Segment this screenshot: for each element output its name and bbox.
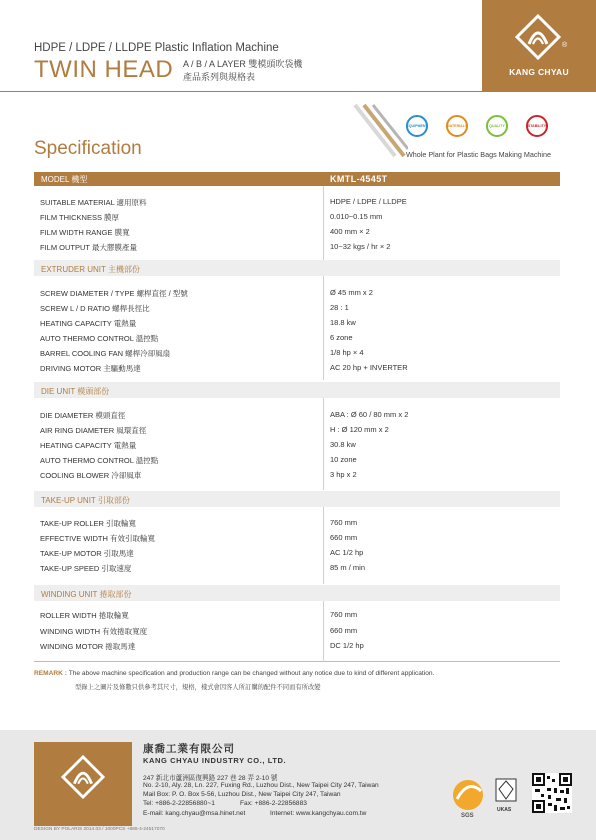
model-label: MODEL 機型 bbox=[41, 175, 88, 184]
fax: Fax: +886-2-22856883 bbox=[240, 800, 307, 807]
table-row-label: FILM WIDTH RANGE 膜寬 bbox=[40, 228, 130, 237]
kang-chyau-logo-icon bbox=[61, 755, 105, 799]
remark-text: The above machine specification and production range can be changed without any notice due to kind of different application. bbox=[68, 670, 435, 677]
table-row-label: SUITABLE MATERIAL 適用原料 bbox=[40, 198, 147, 207]
spec-table bbox=[34, 172, 560, 662]
mailbox: Mail Box: P. O. Box 5-56, Luzhou Dist., New Taipei City 247, Taiwan bbox=[143, 791, 341, 798]
registered-mark: ® bbox=[562, 42, 568, 49]
table-row-value: 400 mm × 2 bbox=[330, 227, 370, 236]
sgs-cert-icon bbox=[451, 773, 521, 821]
remark bbox=[34, 670, 434, 677]
table-row-value: 10~32 kgs / hr × 2 bbox=[330, 242, 391, 251]
table-row-value: AC 1/2 hp bbox=[330, 548, 364, 557]
section-title: TAKE-UP UNIT 引取部份 bbox=[41, 496, 130, 505]
table-row-value: H : Ø 120 mm x 2 bbox=[330, 425, 389, 434]
sgs-label: SGS bbox=[461, 813, 474, 819]
table-row-label: TAKE-UP MOTOR 引取馬達 bbox=[40, 549, 134, 558]
section-title: EXTRUDER UNIT 主機部份 bbox=[41, 265, 140, 274]
model-value: KMTL-4545T bbox=[330, 173, 388, 184]
badge-quality bbox=[486, 115, 508, 137]
company-name-zh: 康喬工業有限公司 bbox=[143, 743, 235, 755]
table-row-label: AUTO THERMO CONTROL 溫控點 bbox=[40, 334, 159, 343]
table-row-value: Ø 45 mm x 2 bbox=[330, 288, 373, 297]
table-row-label: WINDING MOTOR 捲取馬達 bbox=[40, 642, 136, 651]
qr-code-icon[interactable] bbox=[532, 773, 572, 813]
table-row-label: ROLLER WIDTH 捲取輪寬 bbox=[40, 611, 129, 620]
table-row-value: 660 mm bbox=[330, 533, 358, 542]
table-row-label: WINDING WIDTH 有效捲取寬度 bbox=[40, 627, 148, 636]
brand-name: KANG CHYAU bbox=[509, 67, 569, 77]
table-row-value: 28 : 1 bbox=[330, 303, 349, 312]
header-title: TWIN HEAD bbox=[34, 56, 174, 83]
table-row-label: AIR RING DIAMETER 風環直徑 bbox=[40, 426, 147, 435]
badge-label: STABILITY bbox=[527, 124, 547, 128]
table-row-value: 660 mm bbox=[330, 626, 358, 635]
tel: Tel: +886-2-22856880~1 bbox=[143, 800, 215, 807]
kang-chyau-logo-icon bbox=[515, 14, 561, 60]
section-title: DIE UNIT 模頭部份 bbox=[41, 387, 110, 396]
table-row-label: TAKE-UP SPEED 引取速度 bbox=[40, 564, 132, 573]
design-credit: DESIGN BY POLARIS 2014.03 / 1000PCS +886-4-24517070 bbox=[34, 827, 165, 832]
remark-label: REMARK : bbox=[34, 670, 67, 677]
table-row-value: 85 m / min bbox=[330, 563, 366, 572]
table-row-value: 6 zone bbox=[330, 333, 353, 342]
table-row-label: DIE DIAMETER 模頭直徑 bbox=[40, 411, 126, 420]
table-row-value: 0.010~0.15 mm bbox=[330, 212, 383, 221]
badge-label: EQUIPMENT bbox=[406, 124, 428, 128]
spec-title: Specification bbox=[34, 138, 142, 159]
badge-materials bbox=[446, 115, 468, 137]
table-row-label: AUTO THERMO CONTROL 溫控點 bbox=[40, 456, 159, 465]
address-zh: 247 新北市蘆洲區復興路 227 巷 28 弄 2-10 號 bbox=[143, 775, 278, 782]
feature-badges bbox=[406, 115, 552, 139]
footer-logo bbox=[34, 742, 132, 826]
table-header-row bbox=[34, 172, 560, 186]
column-divider bbox=[323, 507, 324, 584]
table-row-value: 760 mm bbox=[330, 518, 358, 527]
column-divider bbox=[323, 398, 324, 490]
table-row-value: DC 1/2 hp bbox=[330, 641, 364, 650]
ukas-label: UKAS bbox=[497, 807, 512, 813]
website-link[interactable]: Internet: www.kangchyau.com.tw bbox=[270, 810, 367, 817]
table-row-value: 30.8 kw bbox=[330, 440, 356, 449]
table-row-label: FILM THICKNESS 膜厚 bbox=[40, 213, 120, 222]
table-row-label: DRIVING MOTOR 主驅動馬達 bbox=[40, 364, 141, 373]
table-row-label: FILM OUTPUT 最大膠膜產量 bbox=[40, 243, 137, 252]
badge-label: MATERIALS bbox=[446, 124, 468, 128]
table-row-label: SCREW L / D RATIO 螺桿長徑比 bbox=[40, 304, 150, 313]
column-divider bbox=[323, 601, 324, 662]
table-row-value: 760 mm bbox=[330, 610, 358, 619]
table-row-label: COOLING BLOWER 冷卻風車 bbox=[40, 471, 142, 480]
table-row-value: HDPE / LDPE / LLDPE bbox=[330, 197, 407, 206]
table-row-label: HEATING CAPACITY 電熱量 bbox=[40, 319, 137, 328]
certification-logos bbox=[451, 773, 521, 821]
section-winding bbox=[34, 585, 560, 601]
table-row-label: EFFECTIVE WIDTH 有效引取輪寬 bbox=[40, 534, 155, 543]
section-extruder bbox=[34, 260, 560, 276]
badge-equipment bbox=[406, 115, 428, 137]
header-layer: A / B / A LAYER 雙模頭吹袋機 bbox=[183, 59, 303, 69]
badge-label: QUALITY bbox=[489, 124, 505, 128]
section-die bbox=[34, 382, 560, 398]
column-divider bbox=[323, 276, 324, 380]
table-row-value: 1/8 hp × 4 bbox=[330, 348, 364, 357]
table-row-value: 18.8 kw bbox=[330, 318, 356, 327]
section-title: WINDING UNIT 捲取部份 bbox=[41, 590, 132, 599]
column-divider bbox=[323, 186, 324, 260]
table-row-value: AC 20 hp + INVERTER bbox=[330, 363, 408, 372]
header-divider bbox=[0, 91, 482, 92]
table-row-label: TAKE-UP ROLLER 引取輪寬 bbox=[40, 519, 136, 528]
company-name-en: KANG CHYAU INDUSTRY CO., LTD. bbox=[143, 756, 287, 765]
brand-logo-block bbox=[482, 0, 596, 92]
badge-stability bbox=[526, 115, 548, 137]
decorative-stripes-icon bbox=[353, 103, 408, 158]
email-link[interactable]: E-mail: kang.chyau@msa.hinet.net bbox=[143, 810, 246, 817]
table-row-value: 3 hp x 2 bbox=[330, 470, 357, 479]
address-en: No. 2-10, Aly. 28, Ln. 227, Fuxing Rd., Luzhou Dist., New Taipei City 247, Taiwan bbox=[143, 782, 379, 789]
table-row-label: HEATING CAPACITY 電熱量 bbox=[40, 441, 137, 450]
section-takeup bbox=[34, 491, 560, 507]
remark-text-zh: 型錄上之圖片及條數只供參考其尺寸，規格，樣式會因客人所訂購的配件不同而有所改變 bbox=[75, 684, 321, 691]
table-row-value: 10 zone bbox=[330, 455, 357, 464]
header-series: 產品系列與規格表 bbox=[183, 72, 256, 82]
tagline: Whole Plant for Plastic Bags Making Machine bbox=[406, 150, 552, 159]
header-subtitle: HDPE / LDPE / LLDPE Plastic Inflation Machine bbox=[34, 42, 279, 54]
table-row-label: BARREL COOLING FAN 螺桿冷卻風扇 bbox=[40, 349, 171, 358]
table-row-value: ABA : Ø 60 / 80 mm x 2 bbox=[330, 410, 409, 419]
table-row-label: SCREW DIAMETER / TYPE 螺桿直徑 / 型號 bbox=[40, 289, 188, 298]
